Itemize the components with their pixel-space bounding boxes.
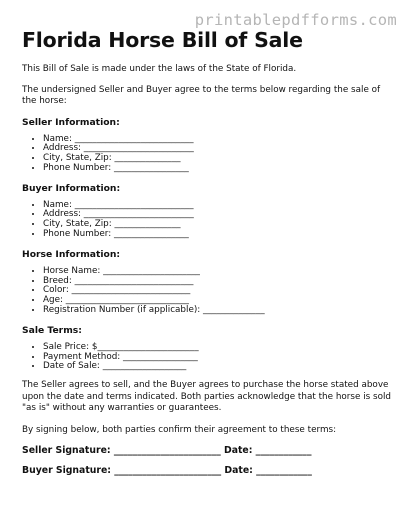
- list-item: • Phone Number: _________________: [43, 230, 397, 240]
- section-heading: Buyer Information:: [22, 182, 121, 194]
- list-item: • City, State, Zip: _______________: [43, 220, 397, 230]
- buyer-signature-line: Buyer Signature: _______________________ Date: ____________: [22, 465, 312, 477]
- list-item: • Name: ___________________________: [43, 135, 397, 145]
- field-list: [22, 267, 397, 316]
- list-item: • Address: _________________________: [43, 210, 397, 220]
- intro-paragraph: The undersigned Seller and Buyer agree to the terms below regarding the sale of the horse:: [22, 84, 381, 106]
- sale-terms-section: [22, 325, 397, 372]
- list-item: • Color: ___________________________: [43, 286, 397, 296]
- list-item: • Registration Number (if applicable): ______________: [43, 306, 397, 316]
- section-heading: Horse Information:: [22, 248, 121, 260]
- buyer-section: [22, 183, 397, 240]
- list-item: • Payment Method: _________________: [43, 353, 397, 363]
- seller-signature-line: Seller Signature: _______________________ Date: ____________: [22, 445, 312, 457]
- list-item: • Name: ___________________________: [43, 201, 397, 211]
- field-list: [22, 343, 397, 372]
- intro-paragraph: This Bill of Sale is made under the laws of the State of Florida.: [22, 64, 297, 74]
- list-item: • Breed: ___________________________: [43, 277, 397, 287]
- list-item: • City, State, Zip: _______________: [43, 154, 397, 164]
- list-item: • Sale Price: $_______________________: [43, 343, 397, 353]
- list-item: • Date of Sale: ___________________: [43, 362, 397, 372]
- list-item: • Horse Name: ______________________: [43, 267, 397, 277]
- section-heading: Seller Information:: [22, 116, 120, 128]
- field-list: [22, 135, 397, 174]
- list-item: • Phone Number: _________________: [43, 164, 397, 174]
- section-heading: Sale Terms:: [22, 324, 82, 336]
- document-page: [22, 28, 397, 477]
- list-item: • Address: _________________________: [43, 144, 397, 154]
- field-list: [22, 201, 397, 240]
- watermark: printablepdfforms.com: [194, 11, 397, 29]
- agreement-paragraph: The Seller agrees to sell, and the Buyer agrees to purchase the horse stated above upon the date and terms indicated. Both parties acknowledge that the horse is sold "as is" without any warranties or guarantees.: [22, 380, 392, 414]
- confirmation-paragraph: By signing below, both parties confirm their agreement to these terms:: [22, 424, 337, 435]
- horse-section: [22, 249, 397, 316]
- list-item: • Age: ____________________________: [43, 296, 397, 306]
- seller-section: [22, 117, 397, 174]
- document-title: Florida Horse Bill of Sale: [22, 28, 303, 52]
